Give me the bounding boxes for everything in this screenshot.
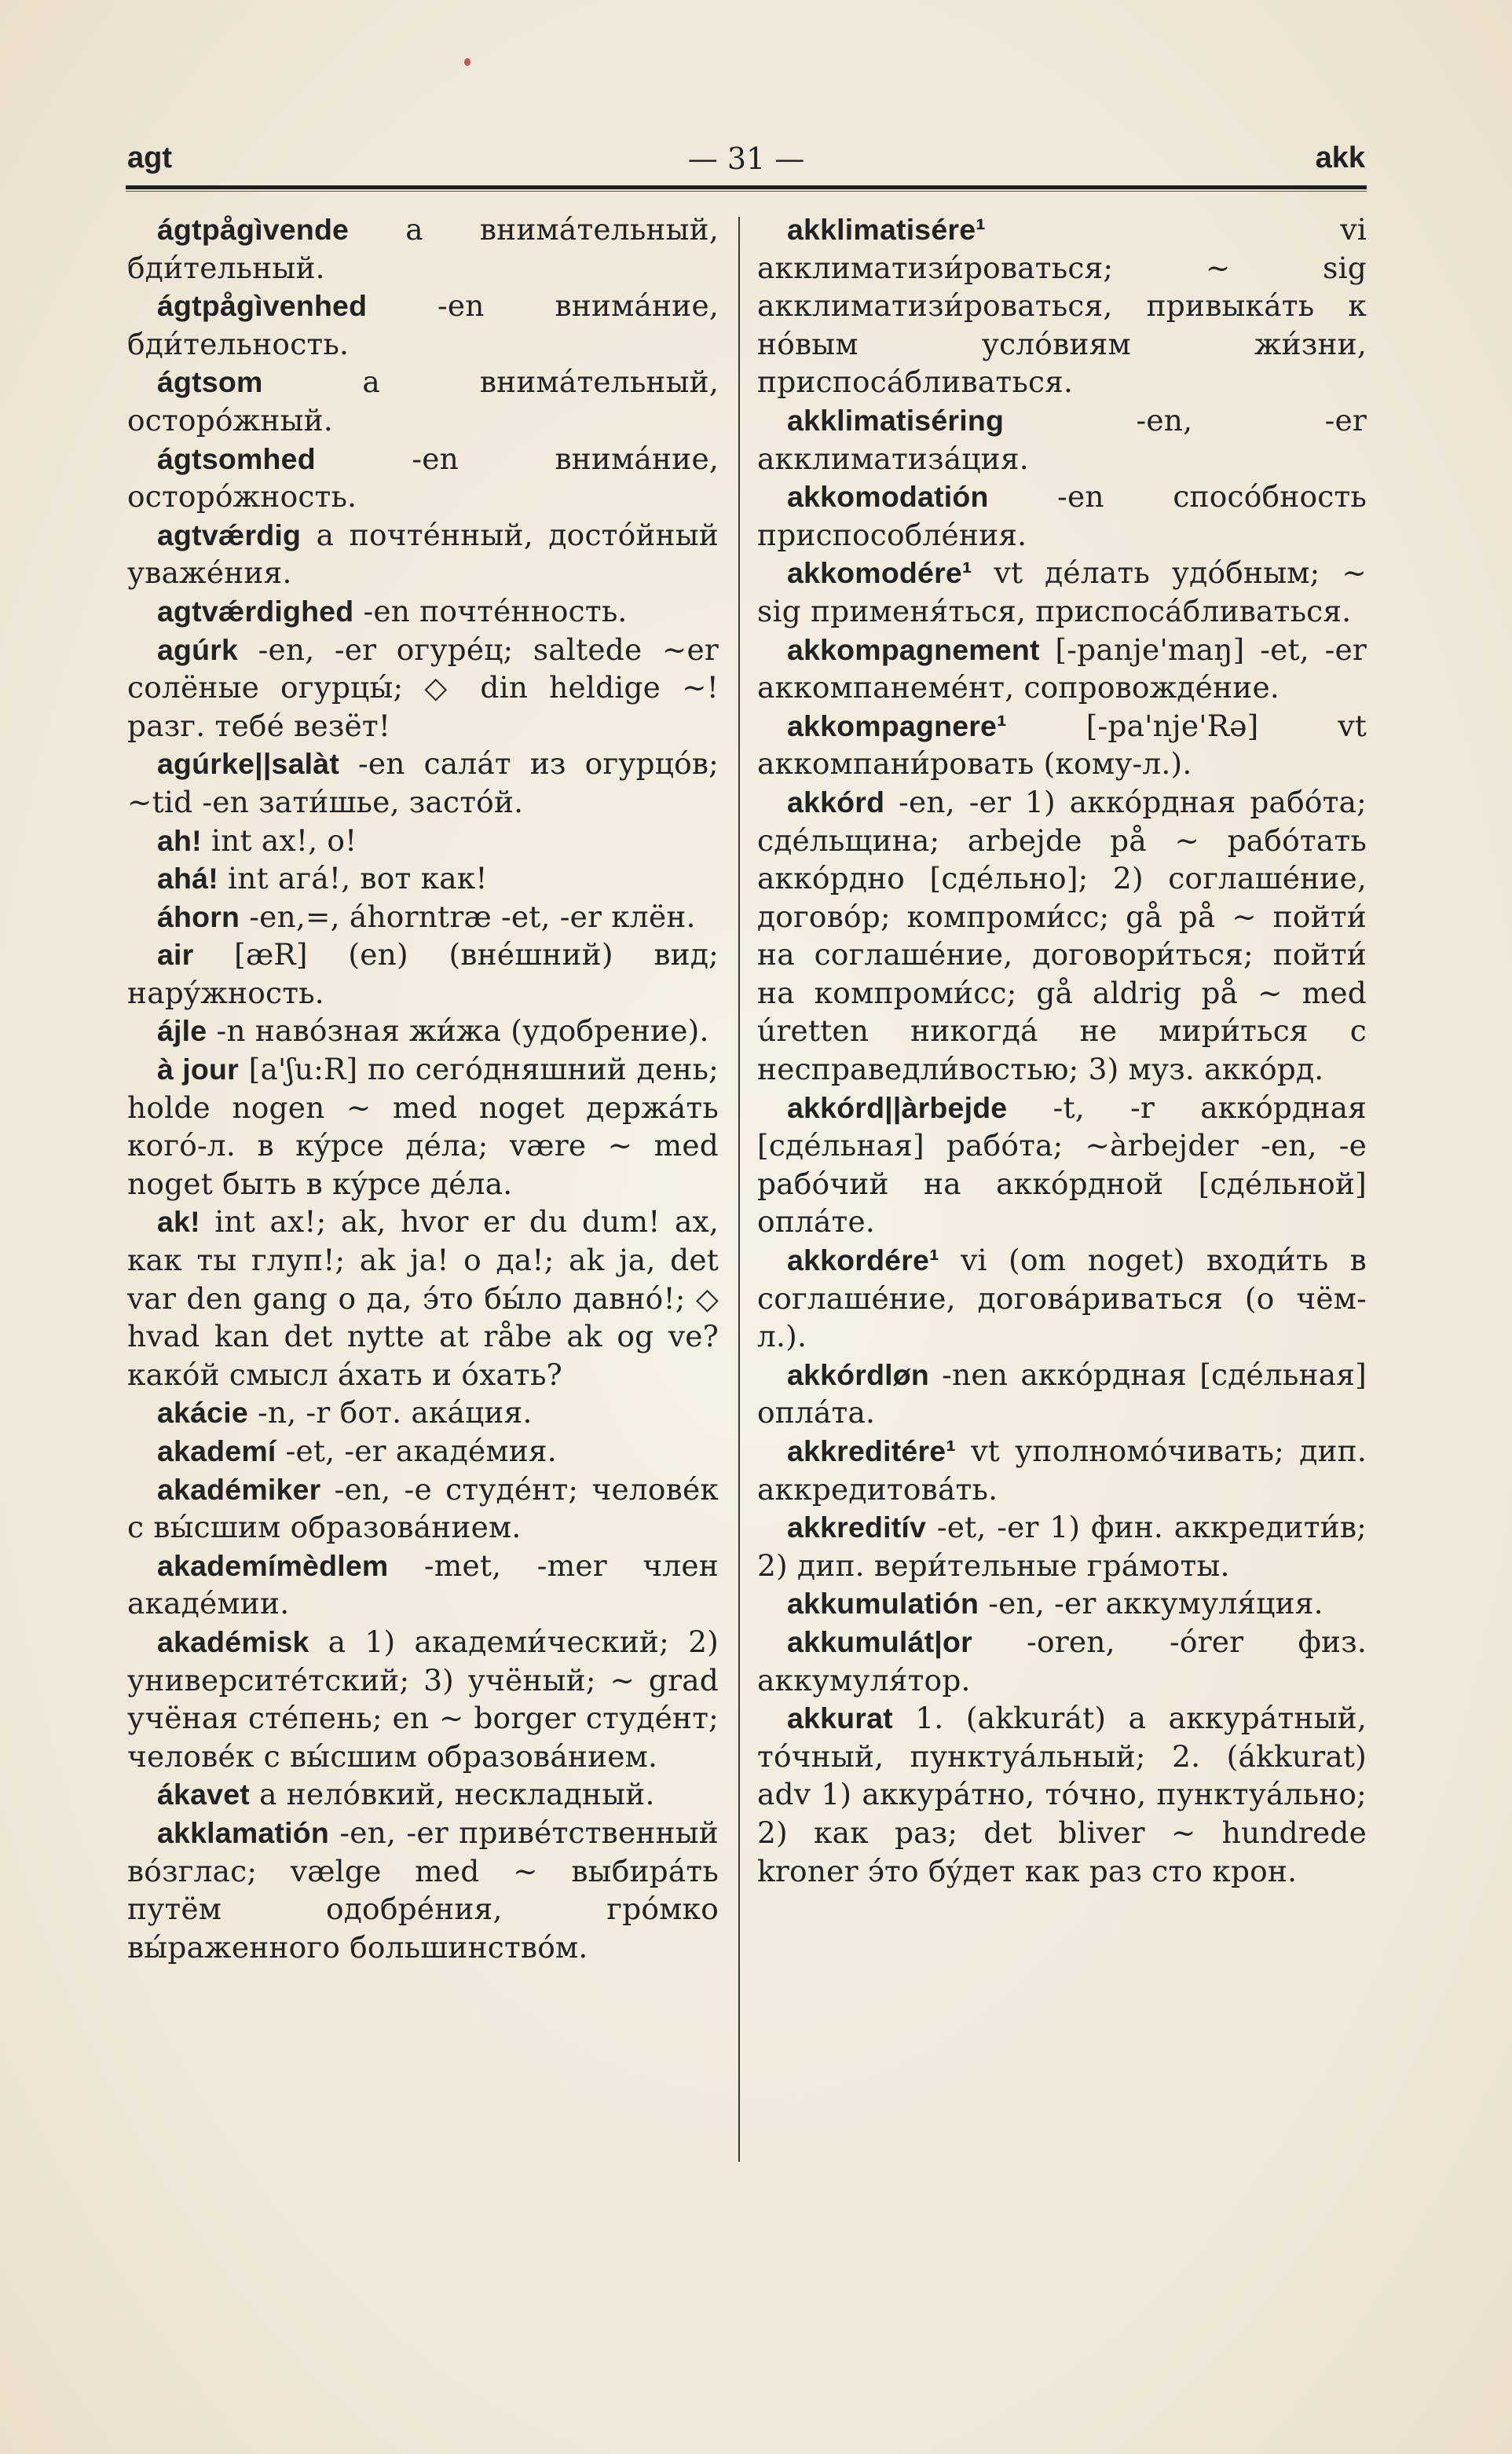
entry-headword: à jour <box>157 1053 239 1086</box>
header-left-guideword: agt <box>127 141 172 174</box>
entry-definition: -en, -er акклиматизáция. <box>757 402 1367 476</box>
entry-headword: akkompagnere¹ <box>787 709 1007 742</box>
entry-headword: akkumulatión <box>787 1587 979 1621</box>
header-rule-thin <box>126 191 1367 192</box>
dictionary-entry <box>127 592 719 631</box>
entry-definition: a почтéнный, достóйный уважéния. <box>127 517 719 591</box>
dictionary-entry <box>757 707 1367 783</box>
dictionary-entry <box>127 1547 719 1623</box>
dictionary-entry <box>757 401 1367 478</box>
entry-headword: akkórd <box>787 785 885 819</box>
entry-headword: akkumulát|or <box>787 1624 972 1658</box>
entry-definition: int ах!, о! <box>201 822 357 858</box>
entry-definition: vt дéлать удóбным; ~ sig применя́ться, приспосáбливаться. <box>757 555 1367 628</box>
dictionary-entry <box>757 478 1367 554</box>
entry-headword: agtvǽrdighed <box>157 594 354 628</box>
dictionary-entry <box>127 211 719 287</box>
entry-definition: a нелóвкий, нескладный. <box>249 1777 655 1812</box>
entry-headword: agúrk <box>157 632 239 666</box>
entry-headword: akkórd||àrbejde <box>787 1090 1008 1124</box>
entry-definition: -et, -er 1) фин. аккредити́в; 2) дип. вери́тельные грáмоты. <box>757 1510 1367 1583</box>
page-number: — 31 — <box>687 141 805 176</box>
entry-headword: akácie <box>157 1396 248 1430</box>
entry-definition: -en,=, áhorntræ -et, -er клён. <box>240 899 696 934</box>
entry-definition: int ах!; ak, hvor er du dum! ах, как ты глуп!; ak ja! о да!; ak ja, det var den gang о да, э́то бы́ло давнó!; ◇ hvad kan det nytte at råbe ak og ve? какóй смысл áхать и óхать? <box>127 1204 719 1392</box>
entry-headword: akadémiker <box>157 1472 321 1506</box>
entry-definition: -en, -er огурéц; saltede ~er солёные огурцы́; ◇ din heldige ~! разг. тебé везёт! <box>127 632 719 743</box>
dictionary-entry <box>127 1432 719 1471</box>
dictionary-entry <box>127 859 719 898</box>
dictionary-entry <box>127 1471 719 1547</box>
entry-definition: a внимáтельный, бди́тельный. <box>127 212 719 285</box>
dictionary-entry <box>127 631 719 745</box>
dictionary-entry <box>127 516 719 592</box>
entry-headword: agtvǽrdig <box>157 518 302 551</box>
entry-definition: -n, -r бот. акáция. <box>247 1395 533 1430</box>
entry-headword: ákavet <box>157 1778 250 1811</box>
entry-definition: -nen аккóрдная [сдéльная] оплáта. <box>757 1357 1367 1430</box>
dictionary-entry <box>757 1089 1367 1241</box>
entry-definition: -oren, -órer физ. аккумуля́тор. <box>757 1624 1367 1698</box>
dictionary-entry <box>127 1394 719 1432</box>
ink-spot <box>464 58 470 66</box>
header-right-guideword: akk <box>1315 141 1365 174</box>
entry-headword: akkomodatión <box>787 480 989 514</box>
entry-headword: akadémisk <box>157 1624 309 1658</box>
entry-headword: ágtpågìvenhed <box>157 289 368 323</box>
dictionary-entry <box>757 1623 1367 1699</box>
entry-definition: -en салáт из огурцóв; ~tid -en зати́шье, застóй. <box>127 746 719 819</box>
dictionary-entry <box>127 936 719 1012</box>
entry-definition: -en почтéнность. <box>353 593 628 628</box>
entry-headword: ah! <box>157 823 202 857</box>
entry-headword: akkórdløn <box>787 1357 930 1391</box>
entry-headword: agúrke||salàt <box>157 747 340 781</box>
entry-definition: 1. (akkurát) a аккурáтный, тóчный, пунктуáльный; 2. (ákkurat) adv 1) аккурáтно, тóчно, пунктуáльно; 2) как раз; det bliver ~ hundrede kroner э́то бýдет как раз сто крон. <box>757 1701 1367 1888</box>
dictionary-entry <box>127 440 719 516</box>
dictionary-entry <box>127 1775 719 1814</box>
entry-headword: akklamatión <box>157 1815 329 1849</box>
entry-definition: vi (om noget) входи́ть в соглашéние, договáриваться (о чём-л.). <box>757 1243 1367 1354</box>
entry-headword: akkurat <box>787 1701 893 1735</box>
entry-headword: ágtsomhed <box>157 441 316 475</box>
dictionary-entry <box>127 898 719 936</box>
dictionary-entry <box>127 363 719 439</box>
entry-definition: -en, -e студéнт; человéк с вы́сшим образовáнием. <box>127 1471 719 1545</box>
entry-headword: air <box>157 938 194 972</box>
entry-definition: vt уполномóчивать; дип. аккредитовáть. <box>757 1434 1367 1507</box>
column-divider <box>738 217 740 2162</box>
dictionary-entry <box>757 1508 1367 1584</box>
entry-definition: a внимáтельный, осторóжный. <box>127 364 719 438</box>
dictionary-entry <box>127 1814 719 1966</box>
dictionary-entry <box>757 1356 1367 1432</box>
dictionary-entry <box>127 1050 719 1203</box>
dictionary-entry <box>757 554 1367 630</box>
entry-definition: [æR] (en) (внéшний) вид; нарýжность. <box>127 937 719 1010</box>
entry-headword: akkreditív <box>787 1511 927 1544</box>
dictionary-entry <box>757 631 1367 707</box>
entry-headword: ágtsom <box>157 365 263 399</box>
entry-definition: -en, -er аккумуля́ция. <box>979 1586 1323 1621</box>
dictionary-entry <box>127 1012 719 1050</box>
right-column <box>757 211 1367 1890</box>
left-column <box>127 211 719 1966</box>
entry-definition: -en внимáние, осторóжность. <box>127 441 719 515</box>
entry-definition: -t, -r аккóрдная [сдéльная] рабóта; ~àrbejder -en, -e рабóчий на аккóрдной [сдéльной] оплáте. <box>757 1090 1367 1240</box>
entry-headword: áhorn <box>157 899 240 933</box>
entry-headword: ájle <box>157 1014 207 1048</box>
entry-definition: -en, -er привéтственный вóзглас; vælge med ~ выбирáть путём одобрéния, грóмко вы́раженного большинствóм. <box>127 1815 719 1965</box>
entry-headword: ahá! <box>157 862 218 896</box>
dictionary-entry <box>127 1203 719 1394</box>
entry-definition: [a'ʃu:R] по сегóдняшний день; holde nogen ~ med noget держáть когó-л. в кýрсе дéла; være ~ med noget быть в кýрсе дéла. <box>127 1052 719 1201</box>
entry-definition: [-pa'nje'Rə] vt аккомпани́ровать (кому-л.). <box>757 708 1367 782</box>
entry-definition: -et, -er акадéмия. <box>276 1434 557 1468</box>
entry-headword: akklimatisére¹ <box>787 213 986 246</box>
dictionary-entry <box>127 745 719 821</box>
entry-definition: -en, -er 1) аккóрдная рабóта; сдéльщина; arbejde på ~ рабóтать аккóрдно [сдéльно]; 2) соглашéние, договóр; компроми́сс; gå på ~ пойти́ на соглашéние, договори́ться; пойти́ на компроми́сс; gå aldrig på ~ med úretten никогдá не мири́ться с несправедли́востью; 3) муз. аккóрд. <box>757 784 1367 1087</box>
dictionary-entry <box>757 1584 1367 1623</box>
dictionary-entry <box>127 822 719 860</box>
entry-headword: akkomodére¹ <box>787 556 972 590</box>
entry-headword: akklimatiséring <box>787 403 1005 437</box>
entry-definition: -en спосóбность приспособлéния. <box>757 479 1367 552</box>
entry-headword: akkordére¹ <box>787 1243 939 1277</box>
entry-headword: akkreditére¹ <box>787 1434 957 1467</box>
dictionary-entry <box>757 211 1367 401</box>
entry-definition: a 1) академи́ческий; 2) университéтский; 3) учёный; ~ grad учёная стéпень; en ~ borger студéнт; человéк с вы́сшим образовáнием. <box>127 1624 719 1774</box>
page-header <box>127 141 1365 182</box>
dictionary-entry <box>757 1241 1367 1356</box>
entry-headword: akademí <box>157 1434 276 1467</box>
entry-definition: -n навóзная жи́жа (удобрение). <box>207 1013 709 1049</box>
entry-definition: int агá!, вот как! <box>218 861 488 896</box>
entry-headword: ágtpågìvende <box>157 213 350 246</box>
dictionary-entry <box>757 783 1367 1089</box>
header-rule <box>126 185 1367 189</box>
entry-headword: akkompagnement <box>787 632 1040 666</box>
entry-definition: [-panje'maŋ] -et, -er аккомпанемéнт, сопровождéние. <box>757 632 1367 705</box>
dictionary-entry <box>127 1623 719 1775</box>
entry-definition: -en внимáние, бди́тельность. <box>127 288 719 361</box>
dictionary-entry <box>757 1432 1367 1508</box>
entry-definition: vi акклиматизи́роваться; ~ sig акклиматизи́роваться, привыкáть к нóвым услóвиям жи́зни, приспосáбливаться. <box>757 212 1367 400</box>
entry-headword: ak! <box>157 1205 200 1239</box>
dictionary-entry <box>757 1699 1367 1890</box>
dictionary-entry <box>127 287 719 363</box>
entry-definition: -met, -mer член акадéмии. <box>127 1547 719 1621</box>
entry-headword: akademímèdlem <box>157 1548 389 1582</box>
